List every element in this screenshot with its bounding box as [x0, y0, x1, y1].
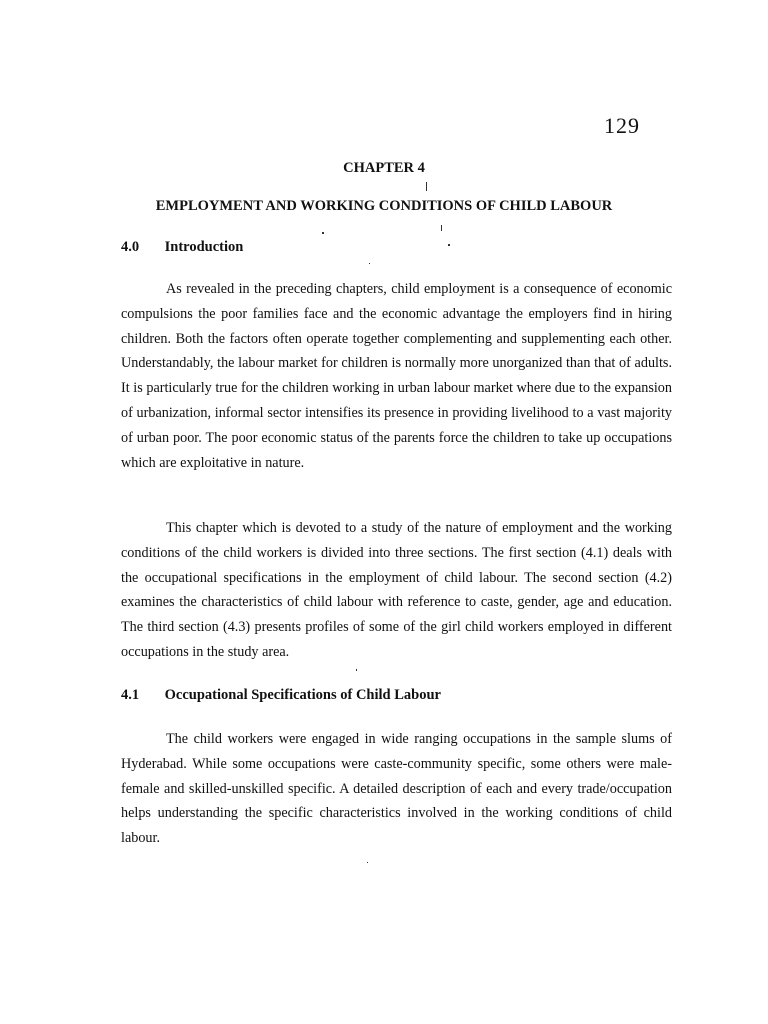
chapter-title: EMPLOYMENT AND WORKING CONDITIONS OF CHILD LABOUR [155, 198, 613, 214]
page-number: 129 [604, 113, 640, 138]
section-number: 4.0 [121, 239, 140, 255]
paragraph-occupational-1: The child workers were engaged in wide ranging occupations in the sample slums of Hyderabad. While some occupations were caste-community specific, some others were male-female and skilled-unskilled specific. A detailed description of each and every trade/occupation helps understanding the specific characteristics involved in the working conditions of child labour. [121, 731, 672, 847]
scan-speck [426, 182, 427, 191]
scan-speck [369, 263, 370, 264]
section-heading-introduction [121, 239, 243, 256]
scan-speck [441, 225, 442, 231]
chapter-label: CHAPTER 4 [343, 160, 425, 176]
section-title: Introduction [164, 239, 244, 255]
section-heading-occupational [121, 687, 441, 704]
scan-speck [448, 244, 450, 246]
scan-speck [322, 232, 324, 234]
scan-speck [356, 669, 357, 671]
paragraph-intro-2: This chapter which is devoted to a study of the nature of employment and the working conditions of the child workers is divided into three sections. The first section (4.1) deals with the occupational specifications in the employment of child labour. The second section (4.2) examines the characteristics of child labour with reference to caste, gender, age and education. The third section (4.3) presents profiles of some of the girl child workers employed in different occupations in the study area. [121, 520, 672, 660]
section-number: 4.1 [121, 687, 140, 703]
paragraph-intro-1: As revealed in the preceding chapters, child employment is a consequence of economic compulsions the poor families face and the economic advantage the employers find in hiring children. Both the factors often operate together complementing and supplementing each other. Understandably, the labour market for children is normally more unorganized than that of adults. It is particularly true for the children working in urban labour market where due to the expansion of urbanization, informal sector intensifies its presence in providing livelihood to a vast majority of urban poor. The poor economic status of the parents force the children to take up occupations which are exploitative in nature. [121, 281, 672, 471]
scan-speck [367, 862, 368, 863]
section-title: Occupational Specifications of Child Labour [164, 687, 441, 703]
